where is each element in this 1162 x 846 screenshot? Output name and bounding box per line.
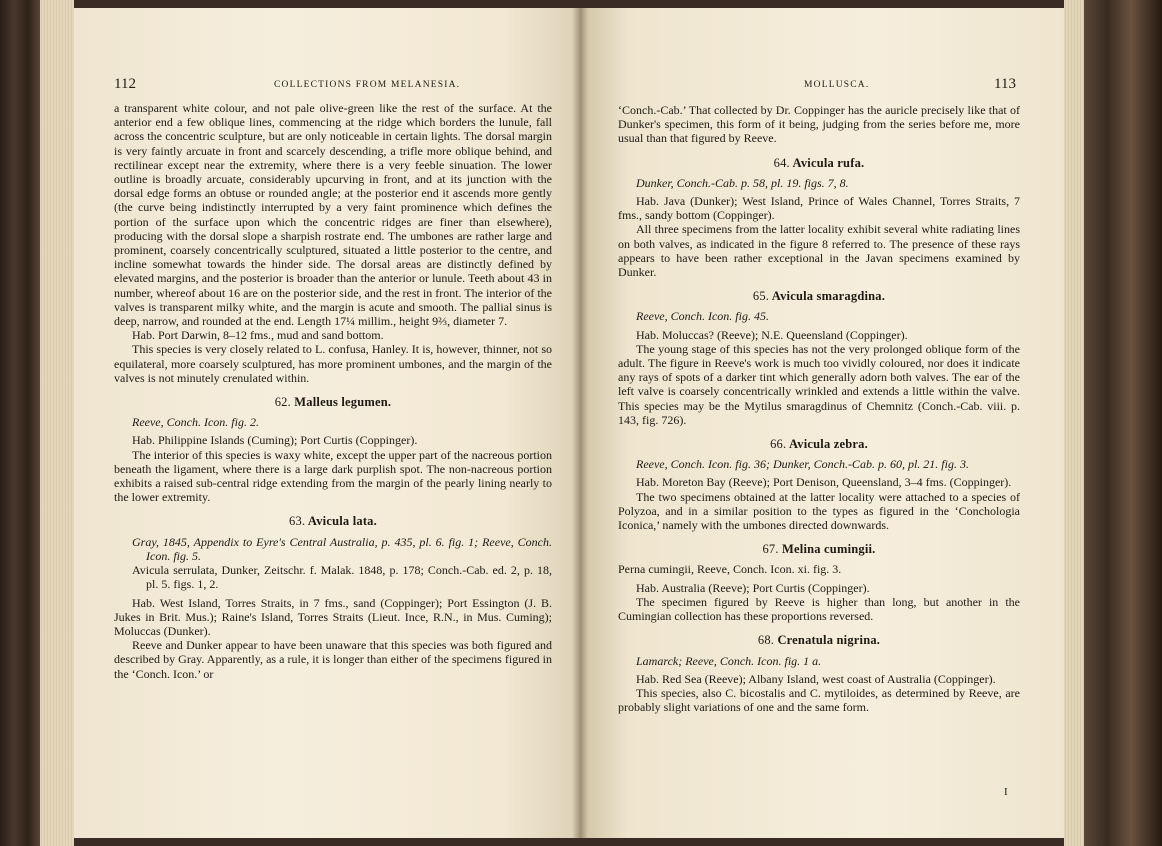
reference: Dunker, Conch.-Cab. p. 58, pl. 19. figs. 7, 8. xyxy=(636,175,849,190)
section-title: Avicula rufa. xyxy=(792,155,865,170)
reference: Perna cumingii, Reeve, Conch. Icon. xi. fig. 3. xyxy=(618,562,842,577)
left-page-number: 112 xyxy=(114,76,136,92)
paragraph: Hab. Australia (Reeve); Port Curtis (Coppinger). xyxy=(636,580,870,595)
paragraph: This species is very closely related to L. confusa, Hanley. It is, however, thinner, not so equilateral, more coarsely sculptured, has more prominent umbones, and the margin of the valves is not minutely crenulated within. xyxy=(114,342,552,385)
section-number: 64. xyxy=(773,155,790,170)
paragraph: Hab. Philippine Islands (Cuming); Port Curtis (Coppinger). xyxy=(132,433,418,448)
paragraph: Hab. Java (Dunker); West Island, Prince of Wales Channel, Torres Straits, 7 fms., sandy bottom (Coppinger). xyxy=(618,194,1020,223)
page-edges-right xyxy=(1064,0,1086,846)
book-gutter xyxy=(572,8,588,838)
section-title: Crenatula nigrina. xyxy=(777,633,881,648)
right-page xyxy=(580,8,1064,838)
paragraph: The two specimens obtained at the latter locality were attached to a species of Polyzoa, and in a similar position to the types as figured in the ‘Conchologia Iconica,’ namely with the umbones directed downwards. xyxy=(618,489,1020,533)
section-heading-66 xyxy=(618,437,1020,451)
paragraph: Hab. Moreton Bay (Reeve); Port Denison, Queensland, 3–4 fms. (Coppinger). xyxy=(636,475,1012,490)
section-heading-68 xyxy=(618,633,1020,647)
reference: Avicula serrulata, Dunker, Zeitschr. f. Malak. 1848, p. 178; Conch.-Cab. ed. 2, p. 18, pl. 5. figs. 1, 2. xyxy=(132,563,552,592)
page-edges-left xyxy=(40,0,74,846)
reference: Reeve, Conch. Icon. fig. 45. xyxy=(636,309,769,324)
section-number: 63. xyxy=(289,514,306,529)
reference: Lamarck; Reeve, Conch. Icon. fig. 1 a. xyxy=(636,653,822,668)
paragraph: All three specimens from the latter locality exhibit several white radiating lines on both valves, as indicated in the figure 8 referred to. The presence of these rays appears to have been rather exceptional in the Javan specimens examined by Dunker. xyxy=(618,222,1020,280)
paragraph: Hab. Port Darwin, 8–12 fms., mud and sand bottom. xyxy=(132,328,384,343)
paragraph: Hab. West Island, Torres Straits, in 7 fms., sand (Coppinger); Port Essington (J. B. Jukes in Brit. Mus.); Raine's Island, Torres Straits (Lieut. Ince, R.N., in Mus. Cuming); Moluccas (Dunker). xyxy=(114,595,552,638)
section-number: 65. xyxy=(752,289,770,304)
signature-mark: I xyxy=(1004,786,1008,798)
left-text-column xyxy=(114,101,552,681)
right-text-column xyxy=(618,103,1020,714)
section-number: 67. xyxy=(762,542,779,557)
reference: Gray, 1845, Appendix to Eyre's Central Australia, p. 435, pl. 6. fig. 1; Reeve, Conch. Icon. fig. 5. xyxy=(132,534,552,563)
right-page-number: 113 xyxy=(994,76,1016,92)
section-heading-67 xyxy=(618,542,1020,556)
section-number: 68. xyxy=(757,633,775,648)
section-heading-65 xyxy=(618,289,1020,303)
paragraph: Hab. Red Sea (Reeve); Albany Island, west coast of Australia (Coppinger). xyxy=(636,671,996,686)
section-title: Avicula zebra. xyxy=(788,437,868,452)
section-heading-63 xyxy=(114,514,552,528)
paragraph: Hab. Moluccas? (Reeve); N.E. Queensland (Coppinger). xyxy=(636,327,908,342)
section-title: Avicula lata. xyxy=(307,514,377,529)
paragraph: The interior of this species is waxy white, except the upper part of the nacreous portion beneath the ligament, where there is a large dark purplish spot. The non-nacreous portion exhibits a raised sub-central ridge extending from the margin of the pearly lining nearly to the lower extremity. xyxy=(114,447,552,505)
paragraph: Reeve and Dunker appear to have been unaware that this species was both figured and described by Gray. Apparently, as a rule, it is longer than either of the specimens figured in the ‘Conch. Icon.’ or xyxy=(114,638,552,681)
left-running-head: COLLECTIONS FROM MELANESIA. xyxy=(274,80,461,90)
paragraph: The young stage of this species has not the very prolonged oblique form of the adult. The figure in Reeve's work is much too vividly coloured, nor does it indicate any rays of spots of a darker tint which generally adorn both valves. The ear of the left valve is coarsely concentrically wrinkled and extends a little within the valve. This species may be the Mytilus smaragdinus of Chemnitz (Conch.-Cab. viii. p. 143, fig. 726). xyxy=(618,341,1020,427)
section-title: Avicula smaragdina. xyxy=(771,289,886,304)
section-number: 66. xyxy=(770,437,787,452)
paragraph: The specimen figured by Reeve is higher than long, but another in the Cumingian collection has these proportions reversed. xyxy=(618,594,1020,624)
right-running-head: MOLLUSCA. xyxy=(804,80,870,90)
book-binding-left xyxy=(0,0,40,846)
left-page xyxy=(74,8,580,838)
section-title: Malleus legumen. xyxy=(294,395,392,410)
reference: Reeve, Conch. Icon. fig. 2. xyxy=(132,415,259,430)
section-title: Melina cumingii. xyxy=(782,542,876,557)
paragraph: This species, also C. bicostalis and C. mytiloides, as determined by Reeve, are probably slight variations of one and the same form. xyxy=(618,685,1020,715)
section-heading-64 xyxy=(618,156,1020,170)
paragraph: ‘Conch.-Cab.’ That collected by Dr. Coppinger has the auricle precisely like that of Dunker's specimen, this form of it being, judging from the series before me, more usual than that figured by Reeve. xyxy=(618,103,1020,146)
section-number: 62. xyxy=(274,395,291,410)
reference: Reeve, Conch. Icon. fig. 36; Dunker, Conch.-Cab. p. 60, pl. 21. fig. 3. xyxy=(636,457,969,472)
section-heading-62 xyxy=(114,395,552,409)
book-binding-right xyxy=(1084,0,1162,846)
paragraph: a transparent white colour, and not pale olive-green like the rest of the surface. At the anterior end a few oblique lines, commencing at the ridge which borders the lunule, fall across the concentric sculpture, but are only noticeable in certain lights. The dorsal margin is very faintly arcuate in front and scarcely descending, a trifle more oblique behind, and rectilinear except near the extremity, where there is a very feeble sinuation. The lower outline is broadly arcuate, considerably upcurving in front, and at its junction with the dorsal edge forms an obtuse or rounded angle; at the posterior end it ascends more gently (the curve being indistinctly interrupted by a very faint prominence which defines the portion of the surface upon which the concentric ridges are finer than elsewhere), producing with the dorsal slope a sharpish rostrate end. The umbones are rather large and prominent, coarsely concentrically sculptured, situated a little posterior to the centre, and incline somewhat towards the hinder side. The dorsal areas are distinctly defined by elevated margins, and the posterior is broader than the anterior or lunule. Teeth about 43 in number, whereof about 16 are on the posterior side, and the rest in front. The interior of the valves is transparent milky white, and the margin is acute and smooth. The pallial sinus is deep, narrow, and rounded at the end. Length 17¼ millim., height 9⅔, diameter 7. xyxy=(114,101,552,329)
